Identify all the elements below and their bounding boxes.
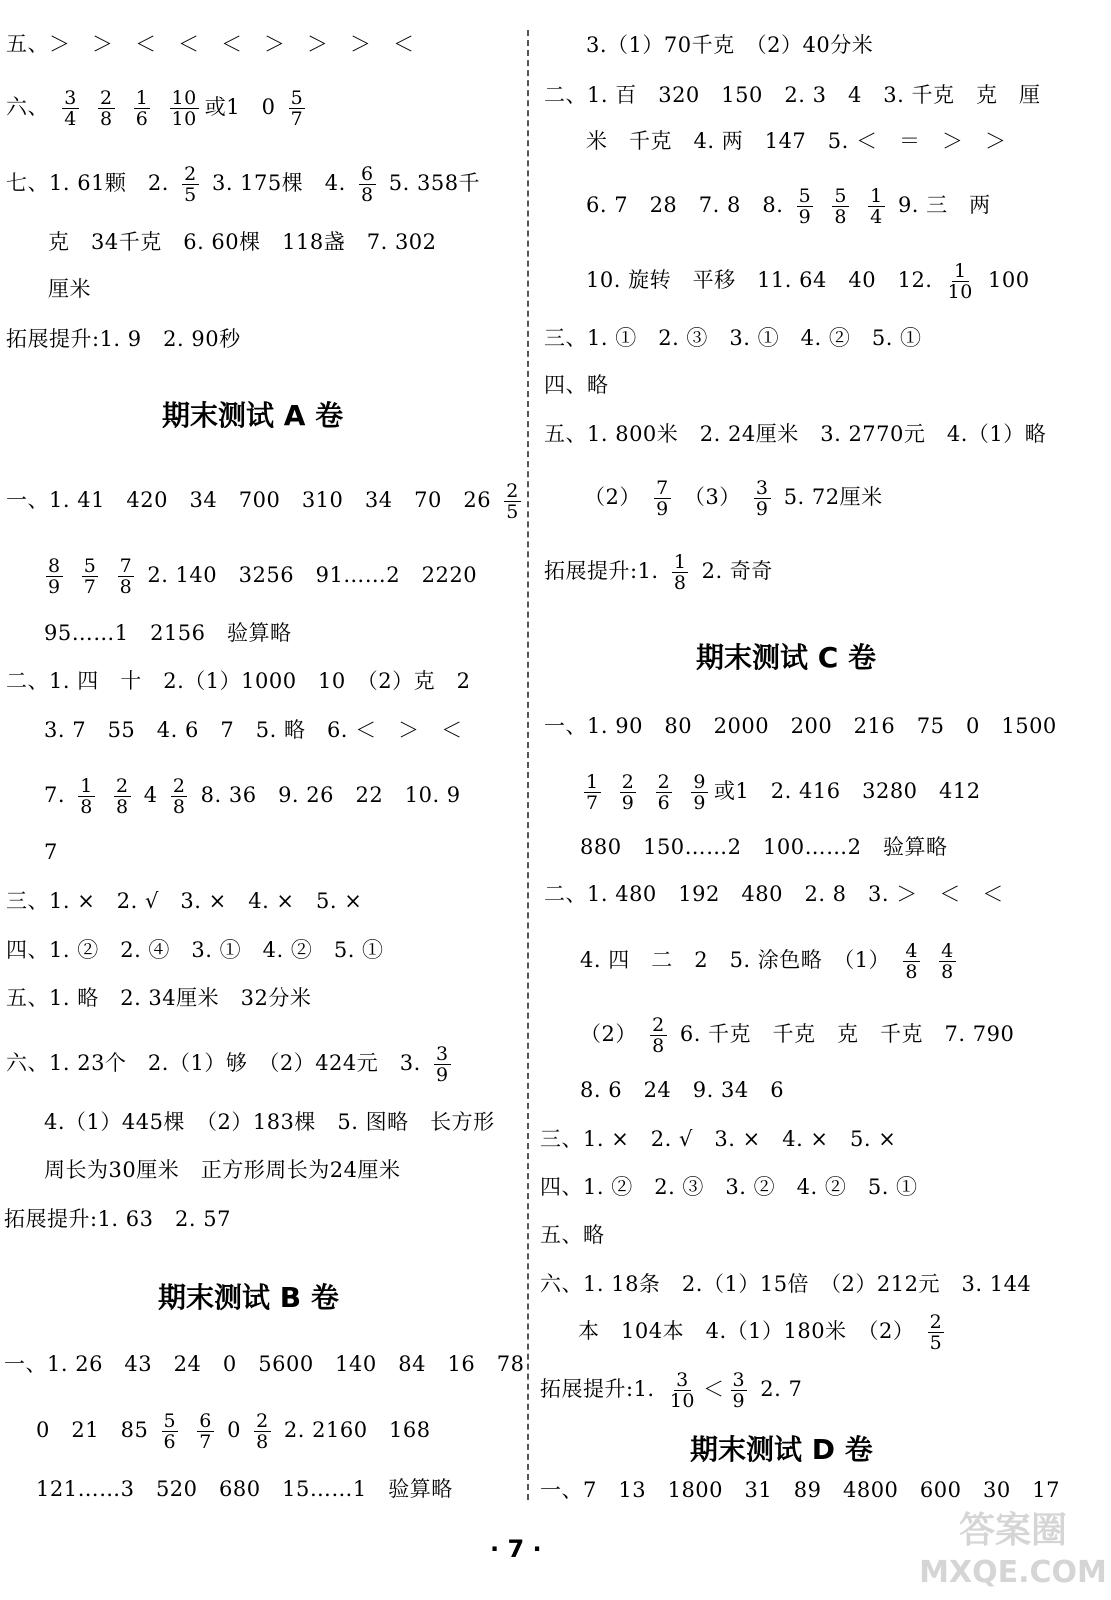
fraction: $\frac{6}{8}$ <box>360 163 374 206</box>
fraction: $\frac{2}{8}$ <box>652 1014 665 1057</box>
answer-line: 4. 四 二 2 5. 涂色略 （1） $\frac{4}{8}$ $\frac{4}{8}$ <box>580 940 954 983</box>
answer-line: 本 104本 4.（1）180米 （2） $\frac{2}{5}$ <box>578 1311 943 1354</box>
answer-line: 3.（1）70千克 （2）40分米 <box>586 33 874 57</box>
answer-line: 六、1. 23个 2.（1）够 （2）424元 3. $\frac{3}{9}$ <box>6 1043 449 1086</box>
fraction: $\frac{2}{5}$ <box>929 1311 943 1354</box>
fraction: $\frac{7}{8}$ <box>119 555 133 598</box>
answer-line: 95……1 2156 验算略 <box>44 621 292 645</box>
extension-answer: 拓展提升:1. 63 2. 57 <box>4 1207 231 1231</box>
answer-line: 一、7 13 1800 31 89 4800 600 30 17 <box>540 1478 1060 1502</box>
answer-line: $\frac{8}{9}$ $\frac{5}{7}$ $\frac{7}{8}$ 2. 140 3256 91……2 2220 <box>48 555 478 598</box>
answer-line: 三、1. × 2. √ 3. × 4. × 5. × <box>540 1127 897 1151</box>
fraction: $\frac{3}{9}$ <box>732 1369 746 1412</box>
answer-line: 五、略 <box>540 1223 605 1247</box>
answer-line: 3. 7 55 4. 6 7 5. 略 6. ＜ ＞ ＜ <box>44 718 463 742</box>
fraction: $\frac{1}{8}$ <box>80 775 93 818</box>
answer-line: 6. 7 28 7. 8 8. $\frac{5}{9}$ $\frac{5}{8}$ $\frac{1}{4}$ 9. 三 两 <box>586 185 991 228</box>
fraction: $\frac{2}{8}$ <box>256 1410 269 1453</box>
fraction: $\frac{3}{9}$ <box>436 1043 449 1086</box>
answer-line: 五、1. 800米 2. 24厘米 3. 2770元 4.（1）略 <box>544 422 1047 446</box>
answer-line: 一、1. 41 420 34 700 310 34 70 26 $\frac{2}{5}$ <box>6 480 519 523</box>
fraction: $\frac{8}{9}$ <box>48 555 61 598</box>
extension-answer: 拓展提升:1. 9 2. 90秒 <box>6 327 241 351</box>
fraction: $\frac{4}{8}$ <box>905 940 918 983</box>
fraction: $\frac{10}{10}$ <box>171 87 197 130</box>
fraction: $\frac{2}{8}$ <box>99 87 113 130</box>
answer-line: 4.（1）445棵 （2）183棵 5. 图略 长方形 <box>44 1110 495 1134</box>
answer-line: 二、1. 480 192 480 2. 8 3. ＞ ＜ ＜ <box>544 882 1004 906</box>
section-heading: 期末测试 C 卷 <box>696 641 877 674</box>
answer-line: 四、1. ② 2. ④ 3. ① 4. ② 5. ① <box>6 938 384 962</box>
column-divider <box>527 30 529 1500</box>
fraction: $\frac{3}{4}$ <box>64 87 77 130</box>
answer-line: 三、1. × 2. √ 3. × 4. × 5. × <box>6 889 363 913</box>
fraction: $\frac{2}{8}$ <box>116 775 129 818</box>
fraction: $\frac{1}{7}$ <box>586 771 599 814</box>
fraction: $\frac{2}{8}$ <box>172 775 186 818</box>
fraction: $\frac{6}{7}$ <box>199 1410 212 1453</box>
fraction: $\frac{2}{9}$ <box>621 771 635 814</box>
section-heading: 期末测试 B 卷 <box>158 1281 339 1314</box>
fraction: $\frac{5}{6}$ <box>163 1410 177 1453</box>
answer-line: 周长为30厘米 正方形周长为24厘米 <box>44 1158 401 1182</box>
answer-line: 二、1. 百 320 150 2. 3 4 3. 千克 克 厘 <box>544 83 1041 107</box>
watermark-title: 答案圈 <box>958 1510 1068 1551</box>
answer-line: 厘米 <box>48 277 91 301</box>
fraction: $\frac{5}{7}$ <box>83 555 97 598</box>
fraction: $\frac{5}{7}$ <box>290 87 304 130</box>
fraction: $\frac{5}{8}$ <box>834 185 847 228</box>
fraction: $\frac{3}{10}$ <box>669 1369 695 1412</box>
fraction: $\frac{1}{10}$ <box>947 260 973 303</box>
answer-line: 四、1. ② 2. ③ 3. ② 4. ② 5. ① <box>540 1175 918 1199</box>
answer-line: 121……3 520 680 15……1 验算略 <box>36 1477 453 1501</box>
answer-line: 7 <box>44 840 58 864</box>
watermark-url: MXQE.COM <box>919 1555 1107 1590</box>
answer-line: 六、1. 18条 2.（1）15倍 （2）212元 3. 144 <box>540 1272 1032 1296</box>
fraction: $\frac{1}{6}$ <box>135 87 149 130</box>
answer-line: 五、1. 略 2. 34厘米 32分米 <box>6 986 312 1010</box>
answer-line: 四、略 <box>544 373 609 397</box>
answer-line: 8. 6 24 9. 34 6 <box>580 1078 785 1102</box>
answer-line: 0 21 85 $\frac{5}{6}$ $\frac{6}{7}$ 0 $\frac{2}{8}$ 2. 2160 168 <box>36 1410 431 1453</box>
answer-line: 一、1. 90 80 2000 200 216 75 0 1500 <box>544 714 1057 738</box>
fraction: $\frac{3}{9}$ <box>755 477 769 520</box>
fraction: $\frac{4}{8}$ <box>941 940 954 983</box>
fraction: $\frac{9}{9}$ <box>693 771 706 814</box>
section-heading: 期末测试 D 卷 <box>690 1433 873 1466</box>
fraction: $\frac{5}{9}$ <box>798 185 812 228</box>
answer-line: 五、＞ ＞ ＜ ＜ ＜ ＞ ＞ ＞ ＜ <box>6 32 415 56</box>
answer-line: 880 150……2 100……2 验算略 <box>580 835 948 859</box>
extension-answer: 拓展提升:1. $\frac{1}{8}$ 2. 奇奇 <box>544 551 773 594</box>
watermark-logo <box>918 1500 1108 1595</box>
answer-line: 六、 $\frac{3}{4}$ $\frac{2}{8}$ $\frac{1}{6}$ $\frac{10}{10}$ 或1 0 $\frac{5}{7}$ <box>6 87 304 130</box>
answer-line: 米 千克 4. 两 147 5. ＜ ＝ ＞ ＞ <box>586 129 1007 153</box>
answer-line: （2） $\frac{2}{8}$ 6. 千克 千克 克 千克 7. 790 <box>580 1014 1015 1057</box>
answer-line: 二、1. 四 十 2.（1）1000 10 （2）克 2 <box>6 669 471 693</box>
answer-line: 7. $\frac{1}{8}$ $\frac{2}{8}$ 4 $\frac{2}{8}$ 8. 36 9. 26 22 10. 9 <box>44 775 461 818</box>
fraction: $\frac{1}{8}$ <box>673 551 687 594</box>
fraction: $\frac{2}{5}$ <box>506 480 519 523</box>
fraction: $\frac{7}{9}$ <box>656 477 669 520</box>
page-number: · 7 · <box>490 1535 542 1563</box>
fraction: $\frac{2}{6}$ <box>657 771 671 814</box>
answer-line: 七、1. 61颗 2. $\frac{2}{5}$ 3. 175棵 4. $\frac{6}{8}$ 5. 358千 <box>6 163 481 206</box>
answer-line: 10. 旋转 平移 11. 64 40 12. $\frac{1}{10}$ 100 <box>586 260 1030 303</box>
answer-line: 克 34千克 6. 60棵 118盏 7. 302 <box>48 230 437 254</box>
answer-line: （2） $\frac{7}{9}$ （3） $\frac{3}{9}$ 5. 72厘米 <box>584 477 883 520</box>
extension-answer: 拓展提升:1. $\frac{3}{10}$ ＜ $\frac{3}{9}$ 2. 7 <box>540 1369 803 1412</box>
answer-line: $\frac{1}{7}$ $\frac{2}{9}$ $\frac{2}{6}$ $\frac{9}{9}$ 或1 2. 416 3280 412 <box>586 771 981 814</box>
fraction: $\frac{1}{4}$ <box>870 185 883 228</box>
section-heading: 期末测试 A 卷 <box>162 399 344 432</box>
answer-line: 三、1. ① 2. ③ 3. ① 4. ② 5. ① <box>544 326 922 350</box>
answer-line: 一、1. 26 43 24 0 5600 140 84 16 78 <box>4 1352 525 1376</box>
fraction: $\frac{2}{5}$ <box>184 163 197 206</box>
